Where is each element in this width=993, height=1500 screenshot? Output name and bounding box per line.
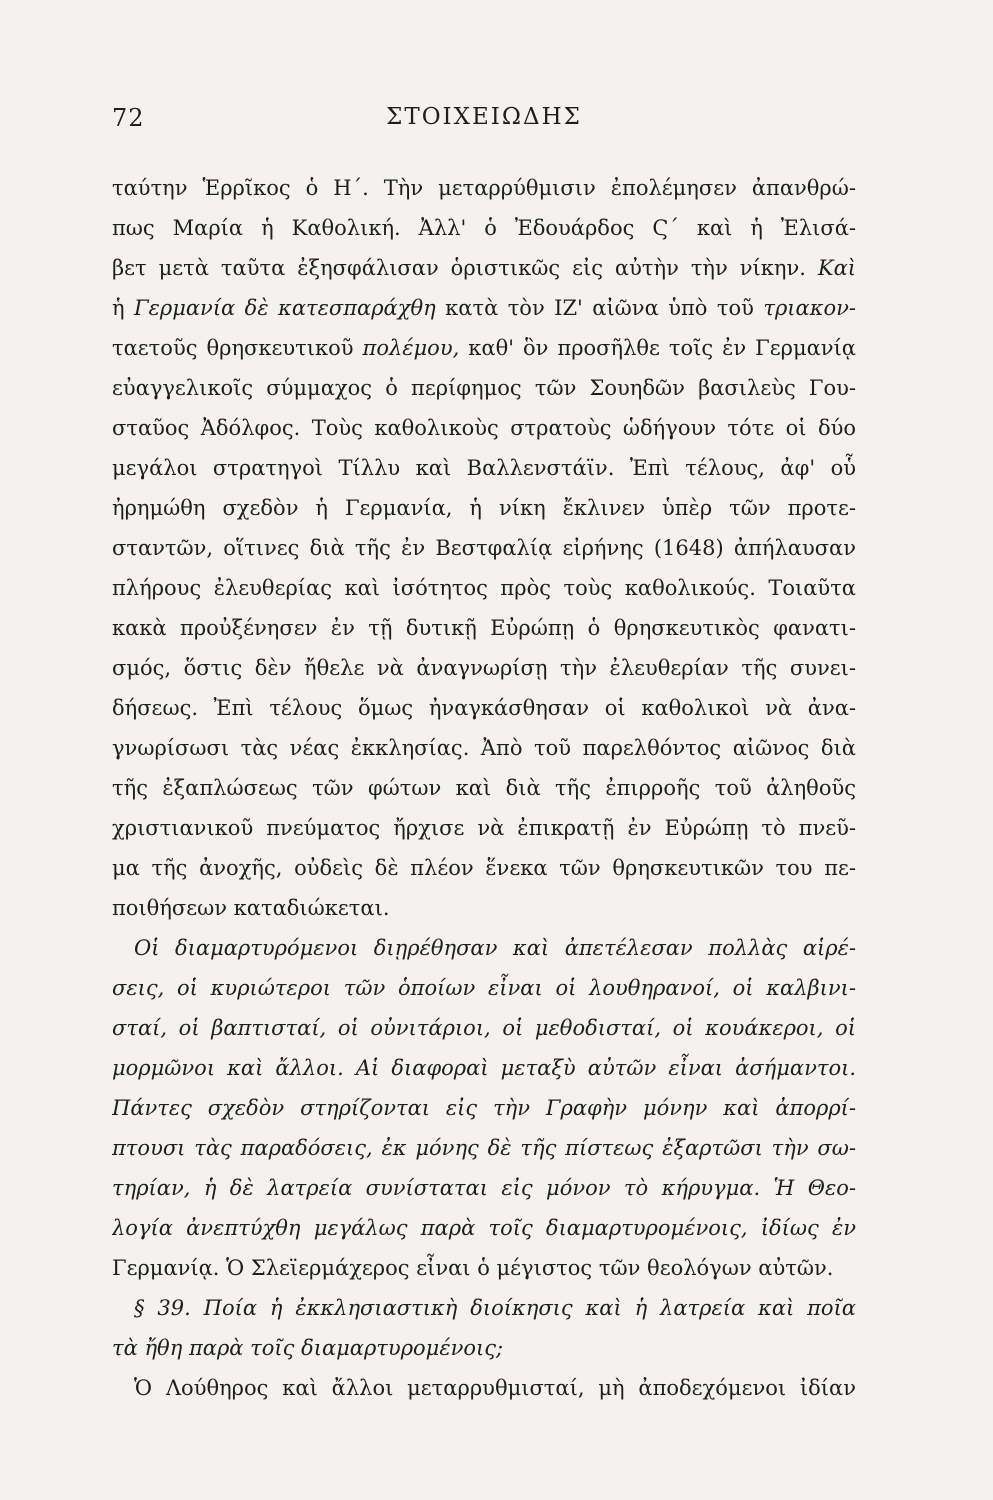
text-line: δήσεως. Ἐπὶ τέλους ὅμως ἠναγκάσθησαν οἱ καθολικοὶ νὰ ἀνα- [112, 696, 856, 720]
text-line: κακὰ προὐξένησεν ἐν τῇ δυτικῇ Εὐρώπῃ ὁ θρησκευτικὸς φανατι- [112, 616, 856, 640]
section-heading [112, 1288, 856, 1328]
italic-segment: Γερμανία δὲ κατεσπαράχθη [134, 296, 436, 320]
page-header [112, 104, 856, 144]
text-line: λογία ἀνεπτύχθη μεγάλως παρὰ τοῖς διαμαρτυρομένοις, ἰδίως ἐν [112, 1216, 856, 1240]
text-line: σμός, ὅστις δὲν ἤθελε νὰ ἀναγνωρίσῃ τὴν ἐλευθερίαν τῆς συνει- [112, 656, 856, 680]
text-line: μορμῶνοι καὶ ἄλλοι. Αἱ διαφοραὶ μεταξὺ αὐτῶν εἶναι ἀσήμαντοι. [112, 1056, 856, 1080]
section-number: § 39. [134, 1296, 191, 1320]
text-segment: ταετοῦς θρησκευτικοῦ [112, 336, 354, 360]
text-line: Οἱ διαμαρτυρόμενοι διῃρέθησαν καὶ ἀπετέλεσαν πολλὰς αἱρέ- [134, 936, 856, 960]
text-line: ποιθήσεων καταδιώκεται. [112, 896, 390, 920]
italic-segment: πολέμου, [362, 336, 460, 360]
text-line: ἠρημώθη σχεδὸν ἡ Γερμανία, ἡ νίκη ἔκλινεν ὑπὲρ τῶν προτε- [112, 496, 856, 520]
text-line: εὐαγγελικοῖς σύμμαχος ὁ περίφημος τῶν Σουηδῶν βασιλεὺς Γου- [112, 376, 856, 400]
section-heading-continued: τὰ ἤθη παρὰ τοῖς διαμαρτυρομένοις; [112, 1336, 504, 1360]
italic-segment: Καὶ [817, 256, 856, 280]
text-segment: ἡ [112, 296, 125, 320]
text-line [112, 288, 856, 328]
page-number: 72 [112, 104, 145, 132]
text-line: ταύτην Ἑρρῖκος ὁ Η΄. Τὴν μεταρρύθμισιν ἐπολέμησεν ἀπανθρώ- [112, 176, 856, 200]
text-line [112, 328, 856, 368]
text-line: Γερμανίᾳ. Ὁ Σλεϊερμάχερος εἶναι ὁ μέγιστος τῶν θεολόγων αὐτῶν. [112, 1256, 834, 1280]
text-line: τῆς ἐξαπλώσεως τῶν φώτων καὶ διὰ τῆς ἐπιρροῆς τοῦ ἀληθοῦς [112, 776, 856, 800]
text-line: τηρίαν, ἡ δὲ λατρεία συνίσταται εἰς μόνον τὸ κήρυγμα. Ἡ Θεο- [112, 1176, 856, 1200]
text-line: πτουσι τὰς παραδόσεις, ἐκ μόνης δὲ τῆς πίστεως ἐξαρτῶσι τὴν σω- [112, 1136, 856, 1160]
text-segment: καθ' ὃν προσῆλθε τοῖς ἐν Γερμανίᾳ [468, 336, 856, 360]
text-segment: κατὰ τὸν ΙΖ' αἰῶνα ὑπὸ τοῦ [445, 296, 754, 320]
text-line: γνωρίσωσι τὰς νέας ἐκκλησίας. Ἀπὸ τοῦ παρελθόντος αἰῶνος διὰ [112, 736, 856, 760]
text-line: σταῦος Ἀδόλφος. Τοὺς καθολικοὺς στρατοὺς ὡδήγουν τότε οἱ δύο [112, 416, 856, 440]
text-line: Πάντες σχεδὸν στηρίζονται εἰς τὴν Γραφὴν μόνην καὶ ἀπορρί- [112, 1096, 856, 1120]
body-text [112, 168, 856, 1408]
section-title: Ποία ἡ ἐκκλησιαστικὴ διοίκησις καὶ ἡ λατρεία καὶ ποῖα [203, 1296, 856, 1320]
text-line: Ὁ Λούθηρος καὶ ἄλλοι μεταρρυθμισταί, μὴ ἀποδεχόμενοι ἰδίαν [134, 1376, 856, 1400]
text-line: χριστιανικοῦ πνεύματος ἤρχισε νὰ ἐπικρατῇ ἐν Εὐρώπῃ τὸ πνεῦ- [112, 816, 856, 840]
text-line: μα τῆς ἀνοχῆς, οὐδεὶς δὲ πλέον ἕνεκα τῶν θρησκευτικῶν του πε- [112, 856, 856, 880]
text-line: σεις, οἱ κυριώτεροι τῶν ὁποίων εἶναι οἱ λουθηρανοί, οἱ καλβινι- [112, 976, 856, 1000]
italic-segment: τριακον- [763, 296, 856, 320]
text-line: μεγάλοι στρατηγοὶ Τίλλυ καὶ Βαλλενστάϊν. Ἐπὶ τέλους, ἀφ' οὗ [112, 456, 856, 480]
text-line: σταί, οἱ βαπτισταί, οἱ οὐνιτάριοι, οἱ μεθοδισταί, οἱ κουάκεροι, οἱ [112, 1016, 856, 1040]
text-line: πλήρους ἐλευθερίας καὶ ἰσότητος πρὸς τοὺς καθολικούς. Τοιαῦτα [112, 576, 856, 600]
text-line: σταντῶν, οἵτινες διὰ τῆς ἐν Βεστφαλίᾳ εἰρήνης (1648) ἀπήλαυσαν [112, 536, 856, 560]
text-line [112, 248, 856, 288]
running-head: ΣΤΟΙΧΕΙΩΔΗΣ [386, 104, 582, 130]
text-segment: βετ μετὰ ταῦτα ἐξησφάλισαν ὁριστικῶς εἰς αὐτὴν τὴν νίκην. [112, 256, 806, 280]
text-line: πως Μαρία ἡ Καθολική. Ἀλλ' ὁ Ἐδουάρδος Ϛ΄ καὶ ἡ Ἐλισά- [112, 216, 856, 240]
